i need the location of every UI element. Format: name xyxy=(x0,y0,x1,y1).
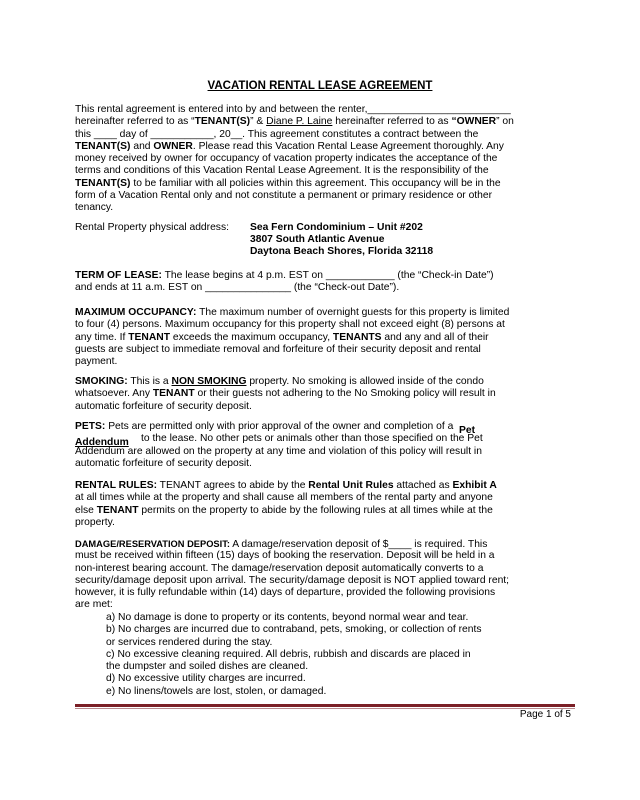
property-address-line-2: 3807 South Atlantic Avenue xyxy=(250,234,385,245)
footer-rule-thin xyxy=(75,708,575,709)
section-text: whatsoever. Any xyxy=(75,388,153,400)
section-text: TENANT agrees to abide by the xyxy=(157,480,309,491)
exhibit-a-term: Exhibit A xyxy=(452,480,497,491)
section-heading: RENTAL RULES: xyxy=(75,480,157,491)
section-text: security/damage deposit upon arrival. The security/damage deposit is NOT applied toward rent; xyxy=(75,574,510,586)
section-heading: TERM OF LEASE: xyxy=(75,270,162,281)
intro-line: form of a Vacation Rental only and not constitute a permanent or primary residence or other xyxy=(75,190,493,202)
section-text: property. xyxy=(75,516,115,528)
pets-section xyxy=(75,421,575,433)
list-item: e) No linens/towels are lost, stolen, or damaged. xyxy=(106,685,327,697)
section-text: This is a xyxy=(127,376,172,387)
rental-rules-section xyxy=(75,480,575,529)
intro-text: hereinafter referred to as xyxy=(332,116,452,128)
document-title: VACATION RENTAL LEASE AGREEMENT xyxy=(207,80,433,92)
section-text: property. No smoking is allowed inside of the condo xyxy=(246,376,484,387)
intro-line: terms and conditions of this Vacation Rental Lease Agreement. It is the responsibility of the xyxy=(75,165,489,177)
tenant-term: TENANT xyxy=(128,331,170,343)
intro-text: “ xyxy=(451,116,457,128)
section-text: to four (4) persons. Maximum occupancy for this property shall not exceed eight (8) persons at xyxy=(75,319,505,331)
tenant-term: TENANT(S) xyxy=(75,177,131,189)
intro-line: this ____ day of ___________, 20__. This agreement constitutes a contract between the xyxy=(75,128,479,140)
section-text: must be received within fifteen (15) days of booking the reservation. Deposit will be held in a xyxy=(75,550,495,562)
page-number: Page 1 of 5 xyxy=(519,709,571,720)
pets-section-continued xyxy=(75,446,575,471)
owner-term: OWNER xyxy=(153,140,193,152)
owner-term: OWNER xyxy=(456,116,497,128)
section-text: non-interest bearing account. The damage/reservation deposit automatically converts to a xyxy=(75,562,484,574)
list-item: the dumpster and soiled dishes are cleaned. xyxy=(106,661,309,673)
intro-text: ” & xyxy=(250,116,267,128)
section-text: The lease begins at 4 p.m. EST on ____________ (the “Check-in Date”) xyxy=(161,270,494,281)
intro-text: hereinafter referred to as “ xyxy=(75,116,195,128)
deposit-provisions-list xyxy=(106,612,481,698)
tenant-term: TENANT xyxy=(152,388,195,400)
tenants-term: TENANTS xyxy=(332,331,382,343)
section-text: exceeds the maximum occupancy, xyxy=(170,331,333,343)
section-text: and any and all of their xyxy=(381,331,489,343)
tenant-term: TENANT(S) xyxy=(75,140,131,152)
section-text: however, it is fully refundable within (14) days of departure, provided the following provisions xyxy=(75,587,496,599)
section-text: to the lease. No other pets or animals other than those specified on the Pet xyxy=(141,433,483,444)
section-text: A damage/reservation deposit of $____ is required. This xyxy=(229,539,488,550)
section-text: attached as xyxy=(393,480,453,491)
list-item: c) No excessive cleaning required. All debris, rubbish and discards are placed in xyxy=(106,648,471,660)
term-of-lease-section xyxy=(75,270,575,295)
property-address-label: Rental Property physical address: xyxy=(75,222,229,233)
section-text: else xyxy=(75,504,97,516)
list-item: b) No charges are incurred due to contraband, pets, smoking, or collection of rents xyxy=(106,624,482,636)
section-text: and ends at 11 a.m. EST on _______________ (the “Check-out Date”). xyxy=(75,282,400,294)
section-text: The maximum number of overnight guests for this property is limited xyxy=(196,307,510,318)
maximum-occupancy-section xyxy=(75,307,575,368)
footer-rule xyxy=(75,704,575,707)
rental-unit-rules-term: Rental Unit Rules xyxy=(308,480,394,491)
tenant-term: TENANT(S) xyxy=(194,116,251,128)
section-text: Pets are permitted only with prior approval of the owner and completion of a xyxy=(105,421,454,432)
section-text: any time. If xyxy=(75,331,129,343)
smoking-section xyxy=(75,376,575,413)
section-heading: SMOKING: xyxy=(75,376,128,387)
non-smoking-term: NON SMOKING xyxy=(171,376,247,387)
intro-line: This rental agreement is entered into by and between the renter, xyxy=(75,104,368,115)
deposit-section xyxy=(75,538,575,612)
pet-term: Pet xyxy=(459,425,476,436)
section-heading: PETS: xyxy=(75,421,106,432)
section-text: automatic forfeiture of security deposit. xyxy=(75,458,252,470)
section-heading: DAMAGE/RESERVATION DEPOSIT: xyxy=(75,539,230,549)
intro-text: . Please read this Vacation Rental Lease Agreement thoroughly. Any xyxy=(192,140,504,152)
section-text: are met: xyxy=(75,599,113,611)
section-text: permits on the property to abide by the following rules at all times while at the xyxy=(138,504,493,516)
intro-text: ” on xyxy=(496,116,514,128)
section-text: or their guests not adhering to the No Smoking policy will result in xyxy=(194,388,496,400)
renter-name-blank: _________________________ xyxy=(367,104,511,115)
section-text: automatic forfeiture of security deposit. xyxy=(75,400,252,412)
intro-text: to be familiar with all policies within this agreement. This occupancy will be in the xyxy=(130,177,501,189)
list-item: or services rendered during the stay. xyxy=(106,636,273,648)
tenant-term: TENANT xyxy=(96,504,139,516)
intro-paragraph xyxy=(75,104,575,215)
intro-line: tenancy. xyxy=(75,202,114,214)
property-address-line-1: Sea Fern Condominium – Unit #202 xyxy=(250,222,423,233)
section-text: Addendum are allowed on the property at any time and violation of this policy will result in xyxy=(75,446,482,457)
addendum-term: Addendum xyxy=(75,437,129,448)
property-address-line-3: Daytona Beach Shores, Florida 32118 xyxy=(250,246,434,257)
intro-line: money received by owner for occupancy of vacation property indicates the acceptance of the xyxy=(75,153,498,165)
section-text: payment. xyxy=(75,356,118,368)
intro-text: and xyxy=(130,140,154,152)
owner-name: Diane P. Laine xyxy=(266,116,333,128)
list-item: a) No damage is done to property or its contents, beyond normal wear and tear. xyxy=(106,612,469,623)
section-heading: MAXIMUM OCCUPANCY: xyxy=(75,307,197,318)
section-text: guests are subject to immediate removal and forfeiture of their security deposit and rental xyxy=(75,343,481,355)
section-text: at all times while at the property and shall cause all members of the rental party and anyone xyxy=(75,492,493,504)
list-item: d) No excessive utility charges are incurred. xyxy=(106,673,306,685)
